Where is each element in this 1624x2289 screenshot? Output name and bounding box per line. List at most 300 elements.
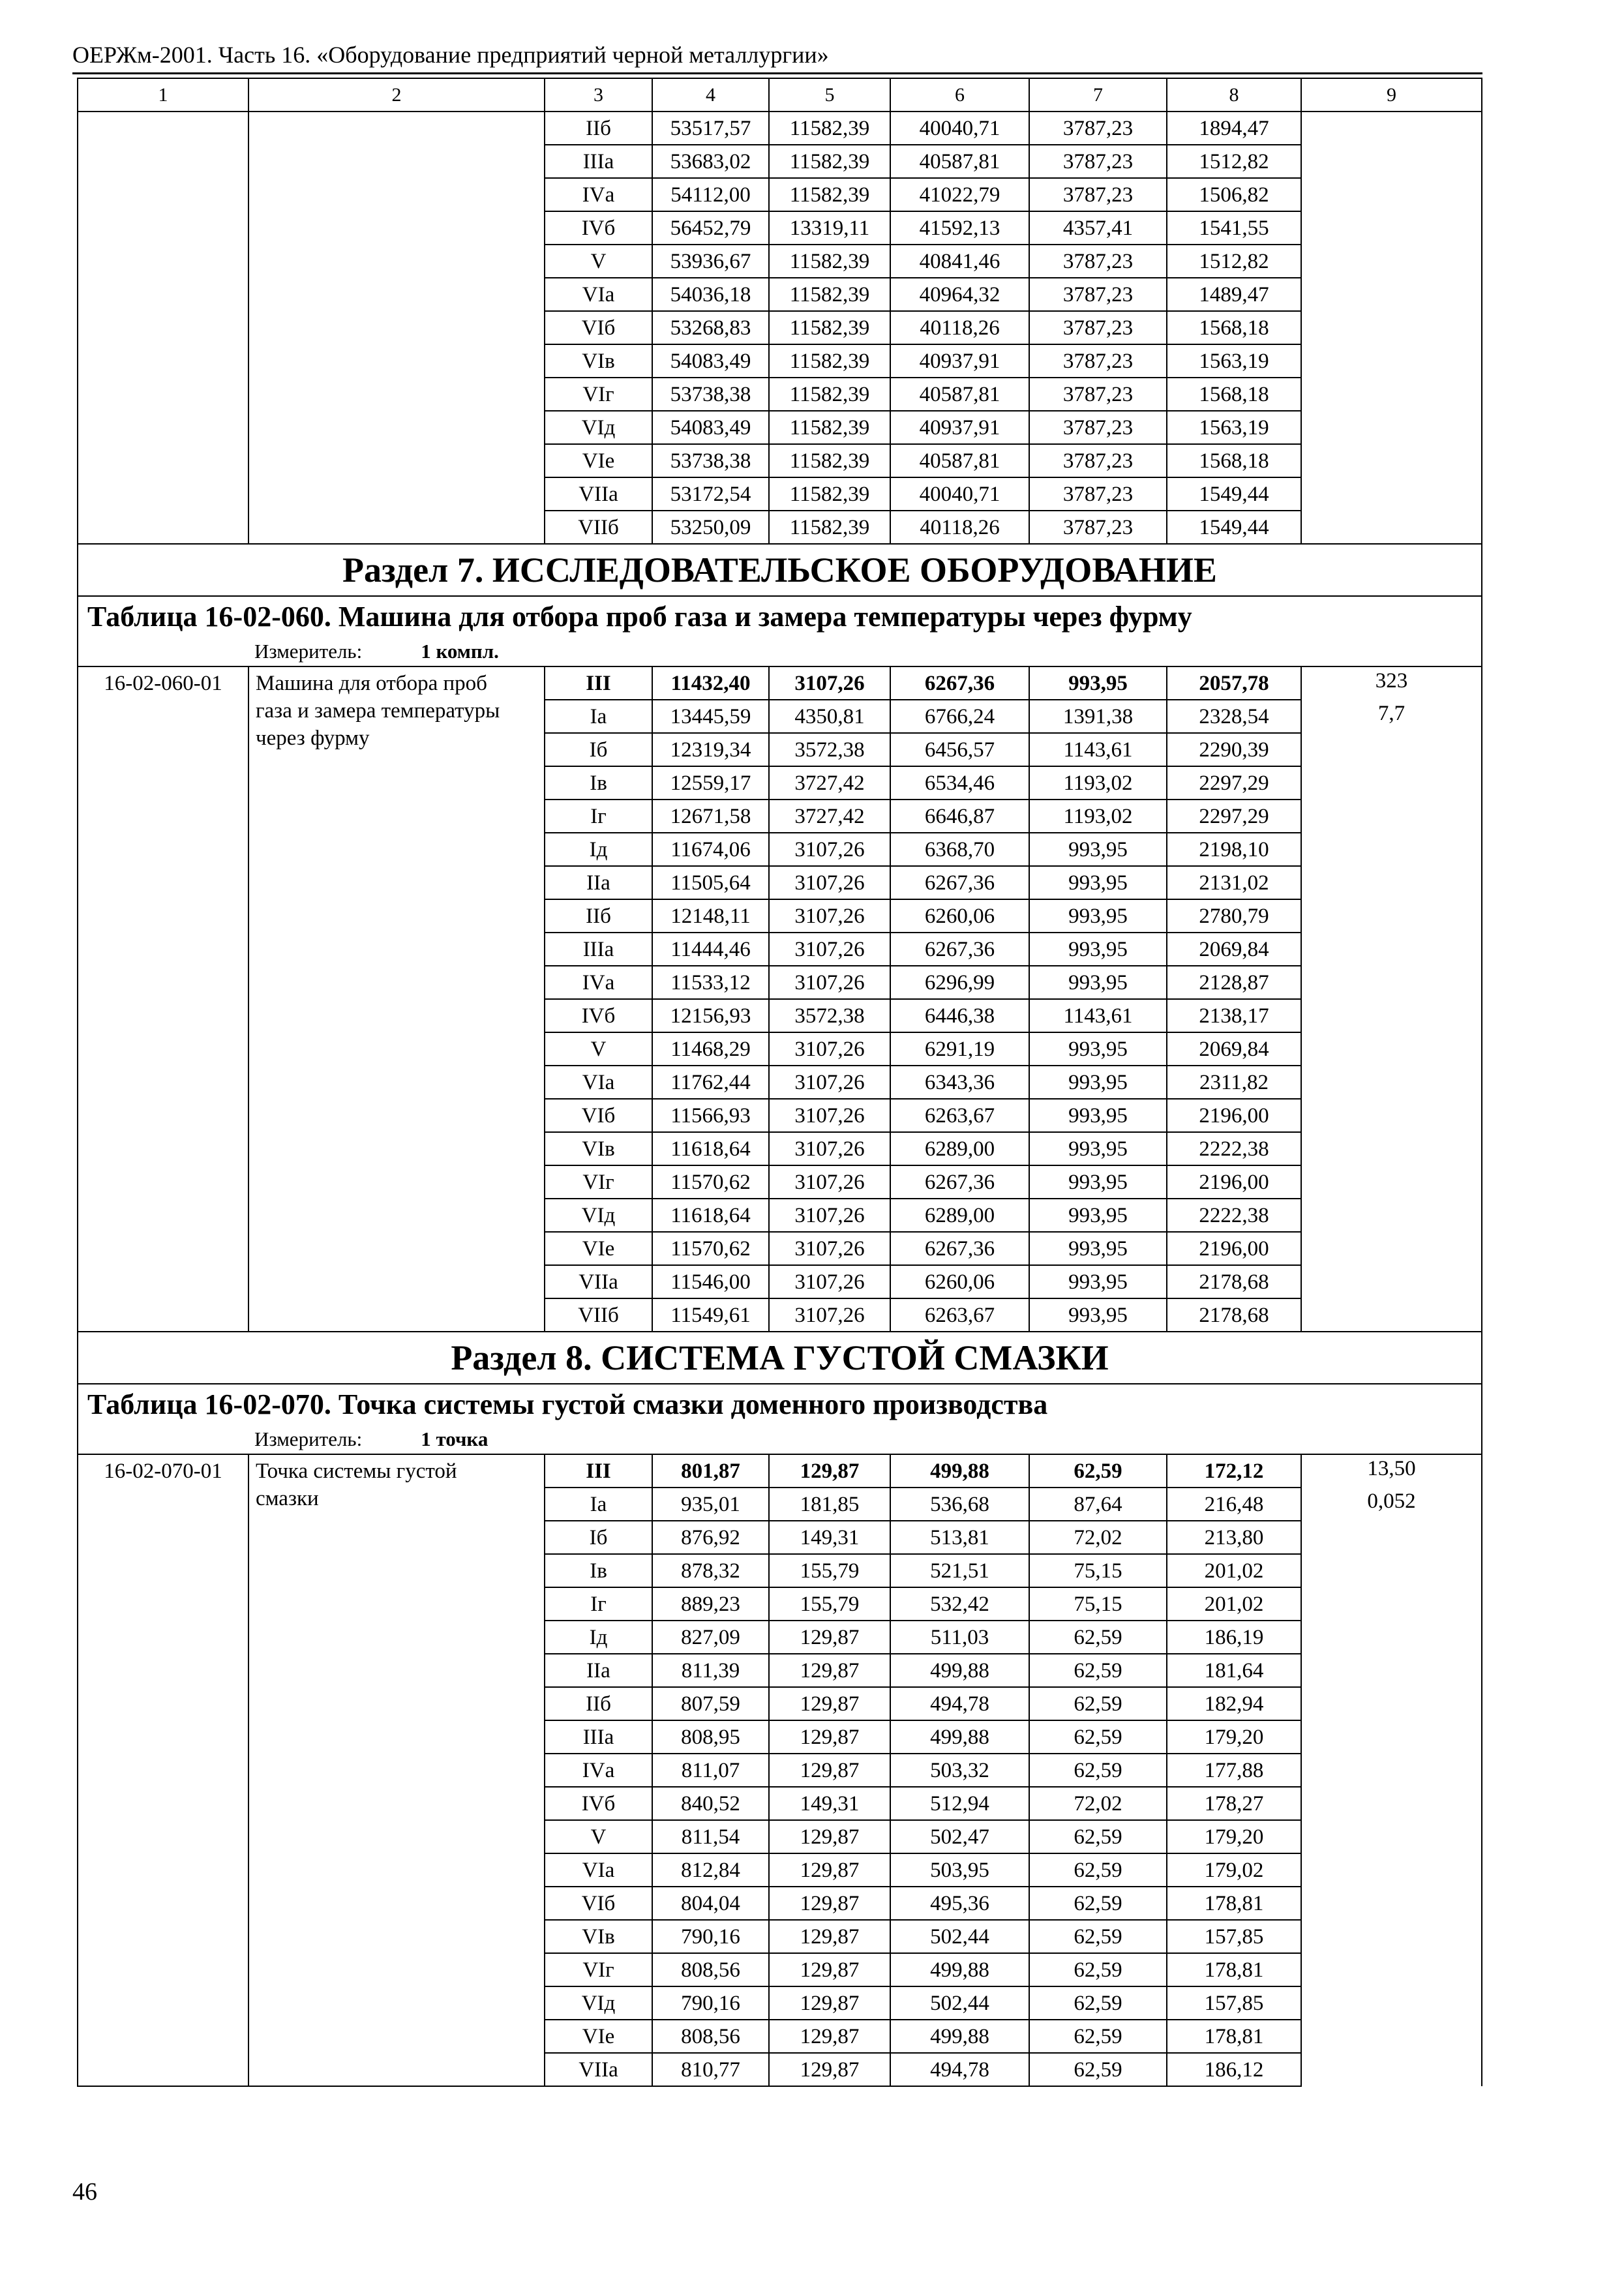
value-cell: 804,04 [652,1887,769,1920]
zone-cell: VIIб [545,511,652,544]
value-cell: 3787,23 [1029,112,1167,145]
value-cell: 993,95 [1029,1232,1167,1265]
value-cell: 40841,46 [890,245,1029,278]
value-cell: 2131,02 [1167,866,1301,899]
extra-cell [1301,1654,1482,1687]
value-cell: 2328,54 [1167,700,1301,733]
value-cell: 6646,87 [890,800,1029,833]
description-cell [248,278,545,311]
value-cell: 201,02 [1167,1587,1301,1621]
header-rule [72,72,1482,74]
value-cell: 3787,23 [1029,344,1167,378]
value-cell: 993,95 [1029,1298,1167,1332]
value-cell: 179,20 [1167,1820,1301,1853]
value-cell: 181,85 [769,1488,890,1521]
value-cell: 3107,26 [769,666,890,700]
zone-cell: IVа [545,966,652,999]
value-cell: 2196,00 [1167,1232,1301,1265]
value-cell: 3727,42 [769,766,890,800]
value-cell: 6260,06 [890,899,1029,933]
value-cell: 62,59 [1029,1754,1167,1787]
zone-cell: V [545,245,652,278]
extra-cell: 7,7 [1301,700,1482,733]
description-line: Точка системы густой [256,1459,457,1483]
value-cell: 1193,02 [1029,766,1167,800]
zone-cell: Iг [545,1587,652,1621]
value-cell: 13319,11 [769,211,890,245]
value-cell: 75,15 [1029,1587,1167,1621]
value-cell: 129,87 [769,1887,890,1920]
column-number: 2 [248,78,545,112]
table-row [78,278,1482,311]
value-cell: 129,87 [769,1920,890,1953]
code-cell [78,112,248,145]
column-number: 8 [1167,78,1301,112]
extra-cell [1301,1554,1482,1587]
value-cell: 1143,61 [1029,999,1167,1032]
value-cell: 56452,79 [652,211,769,245]
description-line: газа и замера температуры [256,699,500,723]
table-row [78,411,1482,444]
zone-cell: VIб [545,311,652,344]
value-cell: 11546,00 [652,1265,769,1298]
value-cell: 178,81 [1167,2020,1301,2053]
value-cell: 1568,18 [1167,378,1301,411]
column-number: 3 [545,78,652,112]
description-cell [248,311,545,344]
value-cell: 11618,64 [652,1132,769,1165]
value-cell: 3107,26 [769,1165,890,1199]
value-cell: 1489,47 [1167,278,1301,311]
description-cell [248,444,545,477]
value-cell: 12559,17 [652,766,769,800]
description-cell [248,1454,545,2086]
value-cell: 499,88 [890,1454,1029,1488]
value-cell: 993,95 [1029,1265,1167,1298]
table-body [78,78,1482,2086]
value-cell: 6534,46 [890,766,1029,800]
section-heading: Раздел 7. ИССЛЕДОВАТЕЛЬСКОЕ ОБОРУДОВАНИЕ [78,544,1482,596]
value-cell: 11570,62 [652,1165,769,1199]
value-cell: 53172,54 [652,477,769,511]
table-row [78,666,1482,700]
value-cell: 6456,57 [890,733,1029,766]
column-number-row [78,78,1482,112]
extra-cell [1301,1720,1482,1754]
value-cell: 993,95 [1029,1132,1167,1165]
value-cell: 3787,23 [1029,411,1167,444]
value-cell: 75,15 [1029,1554,1167,1587]
extra-cell [1301,1298,1482,1332]
price-table [77,78,1482,2087]
description-line: смазки [256,1487,319,1510]
zone-cell: Iд [545,1621,652,1654]
zone-cell: VIе [545,1232,652,1265]
extra-cell [1301,311,1482,344]
zone-cell: IIIа [545,1720,652,1754]
value-cell: 12671,58 [652,800,769,833]
extra-cell [1301,733,1482,766]
value-cell: 40937,91 [890,411,1029,444]
value-cell: 3787,23 [1029,178,1167,211]
extra-cell [1301,1621,1482,1654]
value-cell: 808,95 [652,1720,769,1754]
value-cell: 993,95 [1029,866,1167,899]
description-line: через фурму [256,726,370,750]
description-cell [248,178,545,211]
zone-cell: VIIб [545,1298,652,1332]
description-cell [248,344,545,378]
value-cell: 503,32 [890,1754,1029,1787]
value-cell: 993,95 [1029,666,1167,700]
zone-cell: VIе [545,444,652,477]
value-cell: 155,79 [769,1587,890,1621]
code-cell [78,411,248,444]
extra-cell [1301,1853,1482,1887]
value-cell: 2196,00 [1167,1099,1301,1132]
value-cell: 3107,26 [769,966,890,999]
value-cell: 40040,71 [890,112,1029,145]
value-cell: 129,87 [769,1754,890,1787]
zone-cell: IVа [545,1754,652,1787]
extra-cell: 0,052 [1301,1488,1482,1521]
extra-cell [1301,477,1482,511]
extra-cell [1301,1754,1482,1787]
table-row [78,344,1482,378]
value-cell: 3787,23 [1029,311,1167,344]
value-cell: 4350,81 [769,700,890,733]
extra-cell [1301,112,1482,145]
value-cell: 6289,00 [890,1132,1029,1165]
zone-cell: Iд [545,833,652,866]
value-cell: 129,87 [769,1654,890,1687]
value-cell: 54083,49 [652,344,769,378]
extra-cell [1301,899,1482,933]
zone-cell: V [545,1032,652,1066]
value-cell: 11432,40 [652,666,769,700]
value-cell: 40937,91 [890,344,1029,378]
value-cell: 3107,26 [769,1032,890,1066]
value-cell: 62,59 [1029,1720,1167,1754]
value-cell: 11444,46 [652,933,769,966]
value-cell: 62,59 [1029,1986,1167,2020]
value-cell: 6260,06 [890,1265,1029,1298]
value-cell: 1506,82 [1167,178,1301,211]
value-cell: 62,59 [1029,1687,1167,1720]
value-cell: 6267,36 [890,866,1029,899]
value-cell: 129,87 [769,2053,890,2086]
value-cell: 499,88 [890,2020,1029,2053]
zone-cell: VIб [545,1887,652,1920]
value-cell: 993,95 [1029,899,1167,933]
value-cell: 3107,26 [769,1099,890,1132]
value-cell: 3107,26 [769,1298,890,1332]
value-cell: 40118,26 [890,511,1029,544]
value-cell: 6263,67 [890,1099,1029,1132]
value-cell: 494,78 [890,2053,1029,2086]
table-row [78,378,1482,411]
extra-cell [1301,2053,1482,2086]
value-cell: 11533,12 [652,966,769,999]
value-cell: 6446,38 [890,999,1029,1032]
table-title: Таблица 16-02-070. Точка системы густой смазки доменного производства [78,1384,1482,1425]
code-cell [78,311,248,344]
extra-cell [1301,833,1482,866]
zone-cell: VIа [545,278,652,311]
value-cell: 11582,39 [769,411,890,444]
value-cell: 87,64 [1029,1488,1167,1521]
zone-cell: VIг [545,378,652,411]
extra-cell [1301,411,1482,444]
value-cell: 1391,38 [1029,700,1167,733]
meter-label: Измеритель: [254,1428,363,1450]
value-cell: 6267,36 [890,1165,1029,1199]
value-cell: 993,95 [1029,1199,1167,1232]
value-cell: 129,87 [769,1820,890,1853]
value-cell: 502,47 [890,1820,1029,1853]
value-cell: 178,81 [1167,1953,1301,1986]
value-cell: 812,84 [652,1853,769,1887]
value-cell: 53936,67 [652,245,769,278]
value-cell: 3107,26 [769,1232,890,1265]
value-cell: 2222,38 [1167,1199,1301,1232]
table-title-row [78,1384,1482,1425]
value-cell: 62,59 [1029,1920,1167,1953]
extra-cell [1301,178,1482,211]
zone-cell: IIб [545,112,652,145]
zone-cell: Iв [545,1554,652,1587]
zone-cell: Iб [545,733,652,766]
zone-cell: VIа [545,1066,652,1099]
zone-cell: III [545,666,652,700]
value-cell: 11566,93 [652,1099,769,1132]
value-cell: 40587,81 [890,145,1029,178]
table-row [78,1454,1482,1488]
extra-cell [1301,1132,1482,1165]
value-cell: 3107,26 [769,1199,890,1232]
value-cell: 2069,84 [1167,1032,1301,1066]
value-cell: 179,02 [1167,1853,1301,1887]
value-cell: 810,77 [652,2053,769,2086]
value-cell: 6368,70 [890,833,1029,866]
value-cell: 6267,36 [890,1232,1029,1265]
table-row [78,477,1482,511]
extra-cell [1301,378,1482,411]
zone-cell: IIа [545,1654,652,1687]
zone-cell: IVа [545,178,652,211]
extra-cell [1301,1986,1482,2020]
value-cell: 72,02 [1029,1521,1167,1554]
value-cell: 495,36 [890,1887,1029,1920]
value-cell: 182,94 [1167,1687,1301,1720]
value-cell: 790,16 [652,1986,769,2020]
value-cell: 1512,82 [1167,145,1301,178]
extra-cell [1301,1521,1482,1554]
value-cell: 2069,84 [1167,933,1301,966]
value-cell: 53268,83 [652,311,769,344]
value-cell: 54083,49 [652,411,769,444]
value-cell: 12319,34 [652,733,769,766]
extra-cell [1301,278,1482,311]
value-cell: 186,19 [1167,1621,1301,1654]
value-cell: 11582,39 [769,344,890,378]
code-cell [78,444,248,477]
value-cell: 2057,78 [1167,666,1301,700]
value-cell: 6296,99 [890,966,1029,999]
extra-cell [1301,2020,1482,2053]
description-cell [248,112,545,145]
meter-unit: 1 компл. [421,640,499,663]
value-cell: 54112,00 [652,178,769,211]
value-cell: 3572,38 [769,999,890,1032]
code-cell [78,145,248,178]
code-cell [78,344,248,378]
value-cell: 40964,32 [890,278,1029,311]
value-cell: 889,23 [652,1587,769,1621]
meter-row [78,1425,1482,1454]
section-heading: Раздел 8. СИСТЕМА ГУСТОЙ СМАЗКИ [78,1332,1482,1384]
value-cell: 53250,09 [652,511,769,544]
value-cell: 4357,41 [1029,211,1167,245]
value-cell: 172,12 [1167,1454,1301,1488]
extra-cell [1301,1787,1482,1820]
value-cell: 53683,02 [652,145,769,178]
value-cell: 3787,23 [1029,278,1167,311]
value-cell: 11582,39 [769,511,890,544]
zone-cell: VIд [545,1986,652,2020]
value-cell: 157,85 [1167,1920,1301,1953]
extra-cell: 13,50 [1301,1454,1482,1488]
value-cell: 6766,24 [890,700,1029,733]
description-cell [248,666,545,1332]
value-cell: 3787,23 [1029,477,1167,511]
value-cell: 6343,36 [890,1066,1029,1099]
value-cell: 1512,82 [1167,245,1301,278]
zone-cell: IVб [545,1787,652,1820]
value-cell: 11582,39 [769,444,890,477]
extra-cell [1301,766,1482,800]
description-cell [248,411,545,444]
value-cell: 178,27 [1167,1787,1301,1820]
value-cell: 3107,26 [769,866,890,899]
column-number: 7 [1029,78,1167,112]
value-cell: 201,02 [1167,1554,1301,1587]
value-cell: 827,09 [652,1621,769,1654]
value-cell: 13445,59 [652,700,769,733]
value-cell: 3107,26 [769,833,890,866]
value-cell: 177,88 [1167,1754,1301,1787]
extra-cell [1301,145,1482,178]
zone-cell: VIд [545,1199,652,1232]
meter-cell [78,1425,1482,1454]
value-cell: 3107,26 [769,899,890,933]
value-cell: 3107,26 [769,1066,890,1099]
value-cell: 3572,38 [769,733,890,766]
value-cell: 129,87 [769,1720,890,1754]
value-cell: 62,59 [1029,1621,1167,1654]
zone-cell: Iа [545,1488,652,1521]
value-cell: 6263,67 [890,1298,1029,1332]
value-cell: 801,87 [652,1454,769,1488]
extra-cell [1301,245,1482,278]
value-cell: 6267,36 [890,933,1029,966]
value-cell: 1143,61 [1029,733,1167,766]
value-cell: 62,59 [1029,1953,1167,1986]
value-cell: 935,01 [652,1488,769,1521]
value-cell: 40587,81 [890,444,1029,477]
column-number: 1 [78,78,248,112]
value-cell: 2297,29 [1167,766,1301,800]
value-cell: 11762,44 [652,1066,769,1099]
table-title-row [78,596,1482,637]
zone-cell: IVб [545,999,652,1032]
value-cell: 11618,64 [652,1199,769,1232]
zone-cell: VIа [545,1853,652,1887]
code-cell [78,477,248,511]
value-cell: 186,12 [1167,2053,1301,2086]
zone-cell: VIе [545,2020,652,2053]
value-cell: 1541,55 [1167,211,1301,245]
zone-cell: VIг [545,1953,652,1986]
page-number: 46 [72,2178,97,2206]
code-cell [78,178,248,211]
value-cell: 11582,39 [769,112,890,145]
extra-cell: 323 [1301,666,1482,700]
column-number: 5 [769,78,890,112]
table-row [78,145,1482,178]
value-cell: 511,03 [890,1621,1029,1654]
value-cell: 2290,39 [1167,733,1301,766]
value-cell: 41022,79 [890,178,1029,211]
value-cell: 178,81 [1167,1887,1301,1920]
value-cell: 1568,18 [1167,311,1301,344]
value-cell: 811,54 [652,1820,769,1853]
value-cell: 494,78 [890,1687,1029,1720]
description-line: Машина для отбора проб [256,672,487,695]
value-cell: 11582,39 [769,178,890,211]
description-cell [248,245,545,278]
zone-cell: VIг [545,1165,652,1199]
value-cell: 2198,10 [1167,833,1301,866]
value-cell: 40040,71 [890,477,1029,511]
document-header: ОЕРЖм-2001. Часть 16. «Оборудование предприятий черной металлургии» [72,42,829,68]
extra-cell [1301,1687,1482,1720]
value-cell: 502,44 [890,1920,1029,1953]
value-cell: 179,20 [1167,1720,1301,1754]
zone-cell: VIIа [545,477,652,511]
value-cell: 2178,68 [1167,1298,1301,1332]
column-number: 9 [1301,78,1482,112]
value-cell: 213,80 [1167,1521,1301,1554]
value-cell: 155,79 [769,1554,890,1587]
zone-cell: IVб [545,211,652,245]
value-cell: 790,16 [652,1920,769,1953]
meter-row [78,637,1482,666]
value-cell: 6291,19 [890,1032,1029,1066]
value-cell: 129,87 [769,1621,890,1654]
zone-cell: IIб [545,1687,652,1720]
value-cell: 41592,13 [890,211,1029,245]
extra-cell [1301,1887,1482,1920]
value-cell: 53738,38 [652,444,769,477]
zone-cell: Iб [545,1521,652,1554]
extra-cell [1301,1820,1482,1853]
extra-cell [1301,1953,1482,1986]
value-cell: 2311,82 [1167,1066,1301,1099]
value-cell: 3107,26 [769,1265,890,1298]
description-cell [248,211,545,245]
extra-cell [1301,999,1482,1032]
